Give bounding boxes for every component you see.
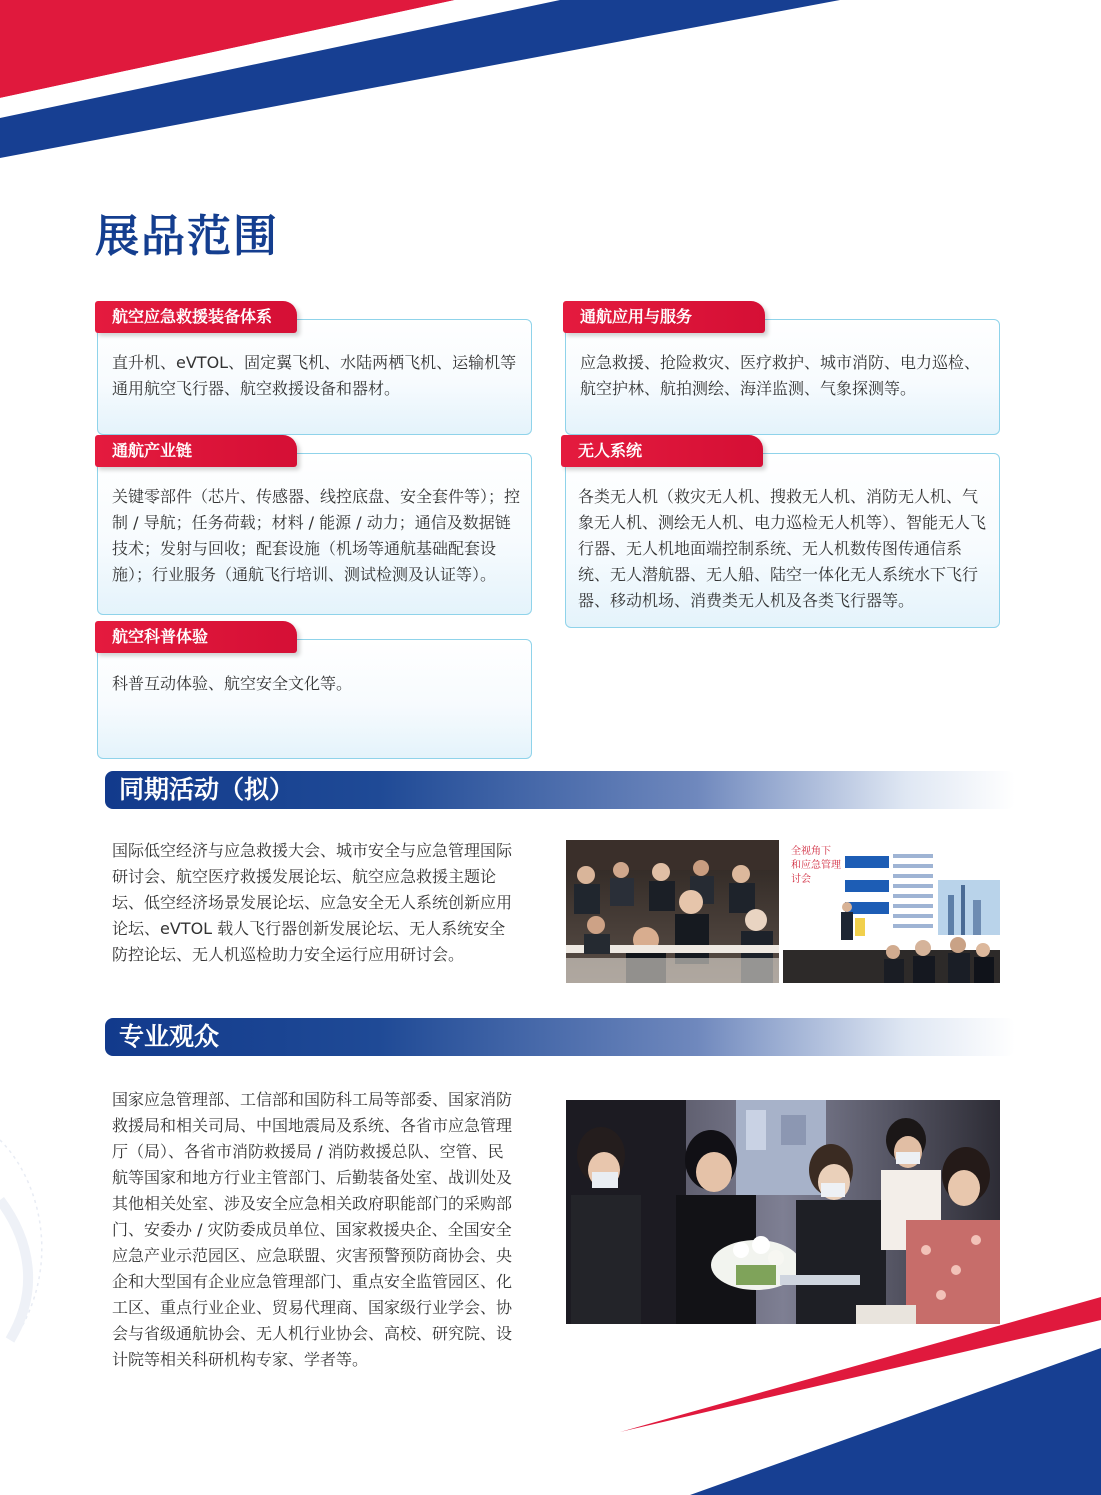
exhibit-card-text: 各类无人机（救灾无人机、搜救无人机、消防无人机、气象无人机、测绘无人机、电力巡检无人机等）、智能无人飞行器、无人机地面端控制系统、无人机数传图传通信系统、无人潜航器、无人船、陆空一体化无人系统水下飞行器、移动机场、消费类无人机及各类飞行器等。 — [578, 487, 987, 610]
exhibit-card-text: 关键零部件（芯片、传感器、线控底盘、安全套件等）；控制 / 导航；任务荷载；材料 / 能源 / 动力；通信及数据链技术；发射与回收；配套设施（机场等通航基础配套设施）；行业服务（通航飞行培训、测试检测及认证等）。 — [112, 487, 521, 584]
conference-stage-photo — [783, 840, 1000, 983]
activities-description: 国际低空经济与应急救援大会、城市安全与应急管理国际研讨会、航空医疗救援发展论坛、航空应急救援主题论坛、低空经济场景发展论坛、应急安全无人系统创新应用论坛、eVTOL 载人飞行器创新发展论坛、无人系统安全防控论坛、无人机巡检助力安全运行应用研讨会。 — [112, 841, 513, 964]
exhibit-card-text: 应急救援、抢险救灾、医疗救护、城市消防、电力巡检、航空护林、航拍测绘、海洋监测、气象探测等。 — [580, 353, 981, 398]
section-title: 专业观众 — [119, 1022, 220, 1051]
section-title: 同期活动（拟） — [119, 775, 295, 804]
exhibit-card-text: 直升机、eVTOL、固定翼飞机、水陆两栖飞机、运输机等通用航空飞行器、航空救援设备和器材。 — [112, 353, 517, 398]
exhibition-visitors-photo — [566, 1100, 1000, 1324]
exhibit-card-label: 航空科普体验 — [95, 621, 297, 653]
exhibit-card-science-experience — [97, 639, 532, 759]
exhibit-card-text: 科普互动体验、航空安全文化等。 — [112, 674, 353, 693]
exhibit-card-label: 航空应急救援装备体系 — [95, 301, 297, 333]
stage-screen-text-3: 讨会 — [791, 874, 811, 885]
audience-description: 国家应急管理部、工信部和国防科工局等部委、国家消防救援局和相关司局、中国地震局及系统、各省市应急管理厅（局）、各省市消防救援局 / 消防救援总队、空管、民航等国家和地方行业主管部门、后勤装备处室、战训处及其他相关处室、涉及安全应急相关政府职能部门的采购部门、安委办 / 灾防委成员单位、国家救援央企、全国安全应急产业示范园区、应急联盟、灾害预警预防商协会、央企和大型国有企业应急管理部门、重点安全监管园区、化工区、重点行业企业、贸易代理商、国家级行业学会、协会与省级通航协会、无人机行业协会、高校、研究院、设计院等相关科研机构专家、学者等。 — [112, 1090, 513, 1369]
conference-audience-photo — [566, 840, 779, 983]
stage-screen-text-1: 全视角下 — [791, 846, 831, 857]
section-header-activities — [105, 771, 1015, 809]
page-title: 展品范围 — [95, 211, 279, 262]
section-header-audience — [105, 1018, 1015, 1056]
stage-screen-text-2: 和应急管理 — [791, 860, 841, 871]
exhibit-card-label: 通航产业链 — [95, 435, 297, 467]
exhibit-card-label: 通航应用与服务 — [563, 301, 765, 333]
exhibit-card-label: 无人系统 — [561, 435, 763, 467]
